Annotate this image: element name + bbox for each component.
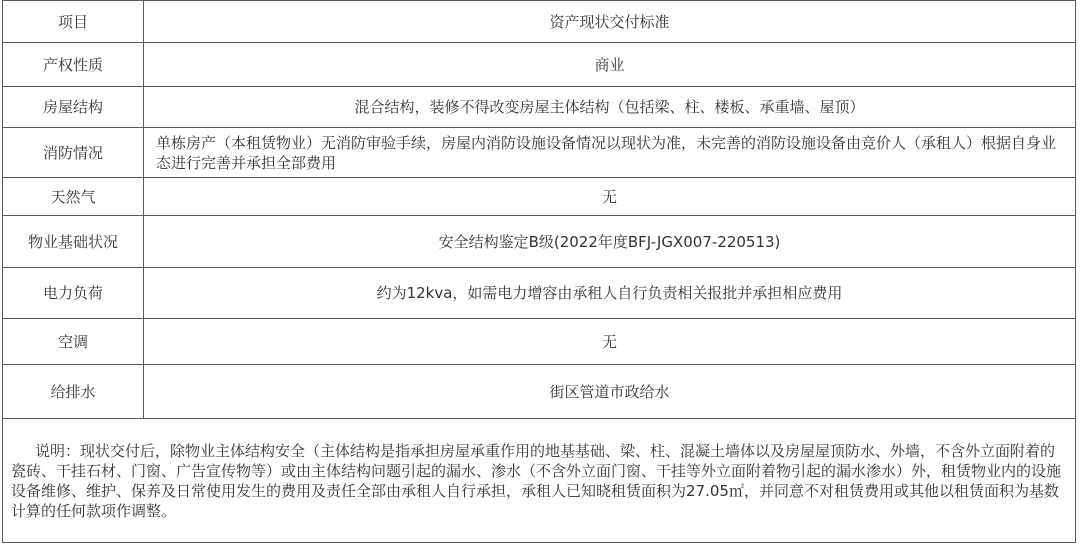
row-value-water-supply: 街区管道市政给水 <box>144 365 1076 419</box>
row-value-building-structure: 混合结构，装修不得改变房屋主体结构（包括梁、柱、楼板、承重墙、屋顶） <box>144 87 1076 128</box>
row-label-air-conditioning: 空调 <box>3 319 144 365</box>
table-row <box>3 319 1076 365</box>
row-value-property-nature: 商业 <box>144 43 1076 87</box>
row-label-natural-gas: 天然气 <box>3 178 144 216</box>
table-row <box>3 43 1076 87</box>
table-row <box>3 365 1076 419</box>
delivery-standard-table <box>2 0 1076 543</box>
row-label-water-supply: 给排水 <box>3 365 144 419</box>
table-row <box>3 87 1076 128</box>
header-item-cell: 项目 <box>3 1 144 43</box>
row-label-property-nature: 产权性质 <box>3 43 144 87</box>
row-label-property-condition: 物业基础状况 <box>3 216 144 268</box>
row-value-fire-safety: 单栋房产（本租赁物业）无消防审验手续，房屋内消防设施设备情况以现状为准，未完善的消防设施设备由竞价人（承租人）根据自身业态进行完善并承担全部费用 <box>144 128 1076 178</box>
table-row <box>3 216 1076 268</box>
row-label-fire-safety: 消防情况 <box>3 128 144 178</box>
row-value-air-conditioning: 无 <box>144 319 1076 365</box>
row-label-power-load: 电力负荷 <box>3 268 144 319</box>
row-value-natural-gas: 无 <box>144 178 1076 216</box>
table-row <box>3 268 1076 319</box>
row-value-property-condition: 安全结构鉴定B级(2022年度BFJ-JGX007-220513) <box>144 216 1076 268</box>
header-standard-cell: 资产现状交付标准 <box>144 1 1076 43</box>
table-header-row <box>3 1 1076 43</box>
row-value-power-load: 约为12kva，如需电力增容由承租人自行负责相关报批并承担相应费用 <box>144 268 1076 319</box>
row-label-building-structure: 房屋结构 <box>3 87 144 128</box>
table-row <box>3 178 1076 216</box>
table-note-row <box>3 419 1076 543</box>
note-paragraph: 说明：现状交付后，除物业主体结构安全（主体结构是指承担房屋承重作用的地基基础、梁、柱、混凝土墙体以及房屋屋顶防水、外墙，不含外立面附着的瓷砖、干挂石材、门窗、广告宣传物等）或由主体结构问题引起的漏水、渗水（不含外立面门窗、干挂等外立面附着物引起的漏水渗水）外，租赁物业内的设施设备维修、维护、保养及日常使用发生的费用及责任全部由承租人自行承担，承租人已知晓租赁面积为27.05㎡，并同意不对租赁费用或其他以租赁面积为基数计算的任何款项作调整。 <box>3 419 1076 543</box>
table-row <box>3 128 1076 178</box>
